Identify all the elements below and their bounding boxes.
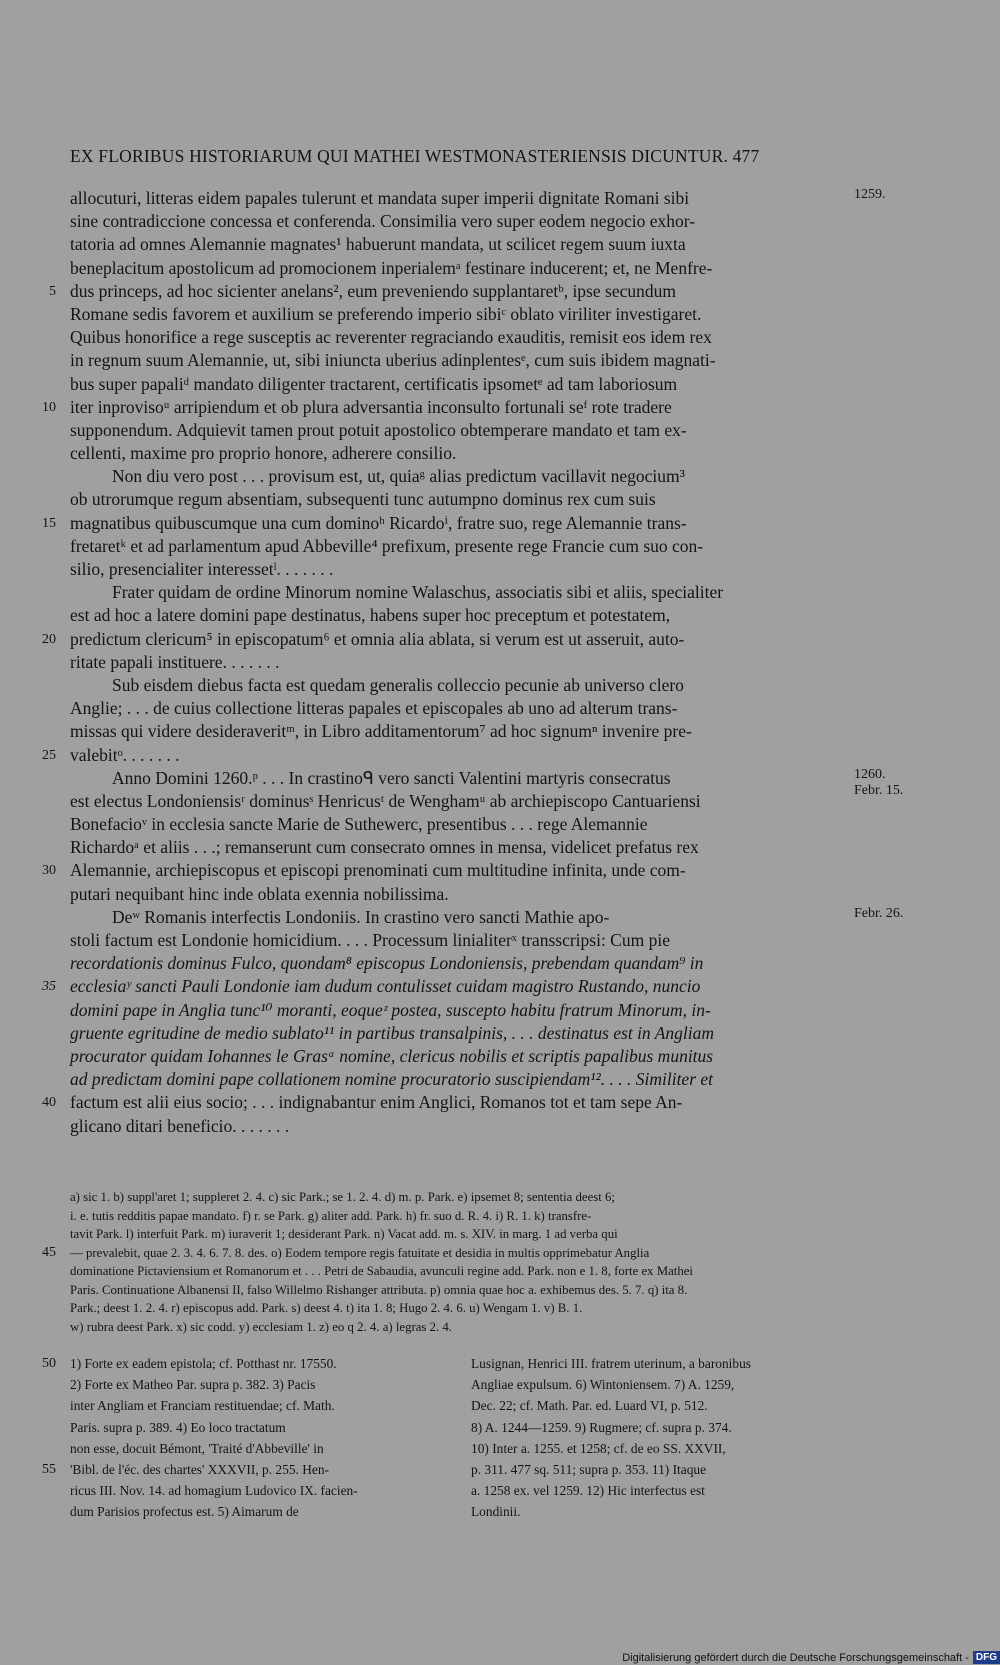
critical-apparatus xyxy=(42,1188,850,1336)
text-line xyxy=(70,813,850,836)
text-line xyxy=(471,1395,850,1416)
text-line xyxy=(70,720,850,743)
text-line xyxy=(70,1115,850,1138)
text-line xyxy=(42,396,850,419)
line-text: a. 1258 ex. vel 1259. 12) Hic interfectus est xyxy=(471,1483,705,1499)
text-line xyxy=(70,442,850,465)
line-number: 35 xyxy=(42,979,56,995)
text-line xyxy=(70,419,850,442)
notes-right-column xyxy=(471,1353,850,1523)
line-text: Deʷ Romanis interfectis Londoniis. In crastino vero sancti Mathie apo- xyxy=(112,906,610,927)
line-text: Bonefacioᵛ in ecclesia sancte Marie de Suthewerc, presentibus . . . rege Alemannie xyxy=(70,814,648,835)
line-text: Paris. supra p. 389. 4) Eo loco tractatum xyxy=(70,1419,286,1435)
line-text: — prevalebit, quae 2. 3. 4. 6. 7. 8. des. o) Eodem tempore regis fatuitate et desidia in multis opprimebatur Anglia xyxy=(70,1245,650,1260)
line-text: ob utrorumque regum absentiam, subsequenti tunc autumpno dominus rex cum suis xyxy=(70,489,656,510)
line-text: sine contradiccione concessa et conferenda. Consimilia vero super eodem negocio exhor- xyxy=(70,211,696,232)
text-line xyxy=(42,1353,449,1374)
line-text: Alemannie, archiepiscopus et episcopi prenominati cum multitudine infinita, unde com- xyxy=(70,860,686,881)
text-line xyxy=(42,1459,449,1480)
text-line xyxy=(471,1480,850,1501)
text-line xyxy=(70,1262,850,1281)
text-line xyxy=(70,604,850,627)
text-line xyxy=(70,1480,449,1501)
line-text: inter Angliam et Franciam restituendae; cf. Math. xyxy=(70,1398,335,1414)
text-line xyxy=(42,744,850,767)
line-text: Park.; deest 1. 2. 4. r) episcopus add. Park. s) deest 4. t) ita 1. 8; Hugo 2. 4. 6. u) Wengam 1. v) B. 1. xyxy=(70,1301,583,1315)
text-line xyxy=(471,1459,850,1480)
text-line xyxy=(471,1438,850,1459)
text-line xyxy=(42,512,850,535)
text-line xyxy=(471,1417,850,1438)
text-line xyxy=(70,999,850,1022)
line-text: Lusignan, Henrici III. fratrem uterinum, a baronibus xyxy=(471,1356,751,1371)
text-line xyxy=(70,1045,850,1068)
line-text: Non diu vero post . . . provisum est, ut, quiaᵍ alias predictum vacillavit negocium³ xyxy=(112,466,685,487)
text-line xyxy=(42,975,850,998)
text-line xyxy=(42,628,850,651)
text-line xyxy=(70,1068,850,1091)
text-line xyxy=(70,1417,449,1438)
text-line xyxy=(70,790,850,813)
text-line xyxy=(70,1207,850,1226)
text-line xyxy=(471,1374,850,1395)
line-text: procurator quidam Iohannes le Grasᵃ nomine, clericus nobilis et scriptis papalibus munitus xyxy=(70,1045,714,1066)
line-number: 20 xyxy=(42,631,56,647)
line-number: 25 xyxy=(42,747,56,763)
line-text: 2) Forte ex Matheo Par. supra p. 382. 3) Pacis xyxy=(70,1377,316,1393)
text-line xyxy=(70,581,850,604)
line-text: Angliae expulsum. 6) Wintoniensem. 7) A. 1259, xyxy=(471,1377,735,1393)
line-text: stoli factum est Londonie homicidium. . . . Processum linialiterˣ transscripsi: Cum pie xyxy=(70,930,670,950)
text-line xyxy=(70,373,850,396)
line-text: supponendum. Adquievit tamen prout potuit apostolico obtemperare mandato et tam ex- xyxy=(70,419,687,440)
text-line xyxy=(70,836,850,859)
text-line xyxy=(70,257,850,280)
line-text: Sub eisdem diebus facta est quedam generalis colleccio pecunie ab universo clero xyxy=(112,674,684,695)
running-title: EX FLORIBUS HISTORIARUM QUI MATHEI WESTMONASTERIENSIS DICUNTUR. 477 xyxy=(70,146,760,166)
text-line xyxy=(70,929,850,952)
line-text: beneplacitum apostolicum ad promocionem inperialemᵃ festinare inducerent; et, ne Menfre- xyxy=(70,257,713,278)
text-line xyxy=(70,1188,850,1207)
text-line xyxy=(70,488,850,511)
line-text: ricus III. Nov. 14. ad homagium Ludovico IX. facien- xyxy=(70,1483,358,1499)
line-text: Londinii. xyxy=(471,1504,521,1520)
line-text: dum Parisios profectus est. 5) Aimarum de xyxy=(70,1504,299,1520)
line-text: ecclesiaʸ sancti Pauli Londonie iam dudum contulisset cuidam magistro Rustando, nuncio xyxy=(70,976,701,997)
text-line xyxy=(49,280,850,303)
notes-left-column xyxy=(42,1353,449,1523)
line-text: dus princeps, ad hoc sicienter anelans², eum preveniendo supplantaretᵇ, ipse secundum xyxy=(70,280,676,301)
text-line xyxy=(70,187,886,210)
line-text: ad predictam domini pape collationem nomine procuratorio suscipiendam¹². . . . Similiter et xyxy=(70,1069,714,1090)
line-text: in regnum suum Alemannie, ut, sibi iniuncta uberius adinplentesᵉ, cum suis ibidem magnati- xyxy=(70,350,716,371)
line-text: iter inprovisoᵘ arripiendum et ob plura adversantia inconsulto fortunali seᶠ rote tradere xyxy=(70,396,672,417)
line-text: w) rubra deest Park. x) sic codd. y) ecclesiam 1. z) eo q 2. 4. a) legras 2. 4. xyxy=(70,1319,452,1334)
text-line xyxy=(70,905,904,929)
line-text: Quibus honorifice a rege susceptis ac reverenter regraciando exauditis, remisit eos idem rex xyxy=(70,327,712,348)
text-line xyxy=(70,674,850,697)
line-number: 45 xyxy=(42,1244,56,1260)
dfg-logo: DFG xyxy=(973,1651,1000,1664)
line-number: 10 xyxy=(42,399,56,415)
text-line xyxy=(70,1438,449,1459)
line-text: fretaretᵏ et ad parlamentum apud Abbeville⁴ prefixum, presente rege Francie cum suo con- xyxy=(70,535,704,556)
text-line xyxy=(70,1022,850,1045)
margin-date-note: 1259. xyxy=(854,187,886,202)
line-text: Dec. 22; cf. Math. Par. ed. Luard VI, p. 512. xyxy=(471,1398,708,1414)
line-text: dominatione Pictaviensium et Romanorum et . . . Petri de Sabaudia, avunculi regine add. Park. non e 1. 8, forte ex Mathei xyxy=(70,1264,693,1278)
line-text: 8) A. 1244—1259. 9) Rugmere; cf. supra p. 374. xyxy=(471,1419,732,1435)
footer-credit-text: Digitalisierung gefördert durch die Deutsche Forschungsgemeinschaft - xyxy=(622,1651,969,1664)
line-number: 55 xyxy=(42,1461,56,1477)
text-line xyxy=(70,558,850,581)
text-line xyxy=(70,1395,449,1416)
line-number: 50 xyxy=(42,1356,56,1371)
text-line xyxy=(70,349,850,372)
main-text xyxy=(42,187,904,1138)
line-text: gruente egritudine de medio sublato¹¹ in partibus transalpinis, . . . destinatus est in Angliam xyxy=(70,1022,715,1043)
line-text: a) sic 1. b) suppl'aret 1; suppleret 2. 4. c) sic Park.; se 1. 2. 4. d) m. p. Park. e) ipsemet 8; sententia deest 6; xyxy=(70,1190,615,1204)
text-line xyxy=(70,883,850,906)
text-line xyxy=(70,233,850,256)
line-text: valebitᵒ. . . . . . . xyxy=(70,744,180,765)
line-number: 5 xyxy=(49,283,56,299)
line-text: glicano ditari beneficio. . . . . . . xyxy=(70,1115,290,1136)
line-text: est ad hoc a latere domini pape destinatus, habens super hoc preceptum et potestatem, xyxy=(70,605,671,626)
text-line xyxy=(42,859,850,882)
line-text: 1) Forte ex eadem epistola; cf. Potthast nr. 17550. xyxy=(70,1356,337,1371)
text-line xyxy=(70,1281,850,1300)
line-text: predictum clericum⁵ in episcopatum⁶ et omnia alia ablata, si verum est ut asseruit, auto- xyxy=(70,628,685,649)
text-line xyxy=(70,697,850,720)
margin-date-note: Febr. 26. xyxy=(854,905,904,921)
text-line xyxy=(70,1501,449,1522)
line-text: 10) Inter a. 1255. et 1258; cf. de eo SS. XXVII, xyxy=(471,1440,726,1456)
text-line xyxy=(70,1225,850,1244)
line-text: Paris. Continuatione Albanensi II, falso Willelmo Rishanger attributa. p) omnia quae hoc a. exhibemus des. 5. 7. q) ita 8. xyxy=(70,1282,688,1297)
line-text: cellenti, maxime pro proprio honore, adherere consilio. xyxy=(70,443,457,464)
line-text: non esse, docuit Bémont, 'Traité d'Abbeville' in xyxy=(70,1440,324,1456)
text-line xyxy=(70,535,850,558)
text-line xyxy=(70,766,904,798)
text-line xyxy=(70,651,850,674)
line-number: 40 xyxy=(42,1095,56,1111)
text-line xyxy=(471,1501,850,1522)
text-line xyxy=(70,326,850,349)
line-number: 30 xyxy=(42,863,56,879)
line-text: ritate papali instituere. . . . . . . xyxy=(70,651,280,672)
line-text: factum est alii eius socio; . . . indignabantur enim Anglici, Romanos tot et tam sepe An- xyxy=(70,1092,683,1113)
line-text: domini pape in Anglia tunc¹⁰ moranti, eoqueᶻ postea, suscepto habitu fratrum Minorum, in- xyxy=(70,999,711,1020)
text-line xyxy=(70,952,850,975)
line-text: putari nequibant hinc inde oblata exennia nobilissima. xyxy=(70,883,449,904)
explanatory-notes xyxy=(42,1353,850,1523)
line-text: Anglie; . . . de cuius collectione litteras papales et episcopales ab uno ad alterum trans- xyxy=(70,698,678,719)
line-text: est electus Londoniensisʳ dominusˢ Henricusᵗ de Wenghamᵘ ab archiepiscopo Cantuariensi xyxy=(70,790,701,811)
line-text: p. 311. 477 sq. 511; supra p. 353. 11) Itaque xyxy=(471,1461,707,1477)
margin-date-note: 1260. Febr. 15. xyxy=(854,766,904,798)
line-text: Frater quidam de ordine Minorum nomine Walaschus, associatis sibi et aliis, specialiter xyxy=(112,582,724,603)
footer-credit xyxy=(622,1650,1000,1665)
line-text: Romane sedis favorem et auxilium se preferendo imperio sibiᶜ oblato viriliter investigaret. xyxy=(70,303,702,324)
text-line xyxy=(42,1244,850,1263)
text-line xyxy=(70,1318,850,1337)
text-line xyxy=(70,210,850,233)
text-line xyxy=(70,465,850,488)
text-line xyxy=(70,1374,449,1395)
line-text: allocuturi, litteras eidem papales tulerunt et mandata super imperii dignitate Romani sibi xyxy=(70,188,690,208)
line-text: magnatibus quibuscumque una cum dominoʰ Ricardoⁱ, fratre suo, rege Alemannie trans- xyxy=(70,512,687,533)
line-text: tavit Park. l) interfuit Park. m) iuraverit 1; desiderant Park. n) Vacat add. m. s. XIV. in marg. 1 ad verba qui xyxy=(70,1227,618,1241)
line-number: 15 xyxy=(42,515,56,531)
line-text: silio, presencialiter interessetˡ. . . . . . . xyxy=(70,559,334,579)
line-text: i. e. tutis redditis papae mandato. f) r. se Park. g) aliter add. Park. h) fr. suo d. R. 4. i) R. 1. k) transfre- xyxy=(70,1208,592,1223)
text-line xyxy=(70,1299,850,1318)
line-text: recordationis dominus Fulco, quondam⁸ episcopus Londoniensis, prebendam quandam⁹ in xyxy=(70,953,704,974)
line-text: 'Bibl. de l'éc. des chartes' XXXVII, p. 255. Hen- xyxy=(70,1461,329,1477)
text-line xyxy=(471,1353,850,1374)
line-text: Richardoᵃ et aliis . . .; remanserunt cum consecrato omnes in mensa, videlicet prefatus rex xyxy=(70,837,699,858)
text-line xyxy=(42,1091,850,1114)
line-text: missas qui videre desideraveritᵐ, in Libro additamentorum⁷ ad hoc signumⁿ invenire pre- xyxy=(70,721,692,742)
line-text: Anno Domini 1260.ᵖ . . . In crastinoᑫ vero sancti Valentini martyris consecratus xyxy=(112,767,671,788)
line-text: bus super papaliᵈ mandato diligenter tractarent, certificatis ipsometᵉ ad tam laboriosum xyxy=(70,373,678,394)
line-text: tatoria ad omnes Alemannie magnates¹ habuerunt mandata, ut scilicet regem suum iuxta xyxy=(70,234,686,255)
text-line xyxy=(70,303,850,326)
